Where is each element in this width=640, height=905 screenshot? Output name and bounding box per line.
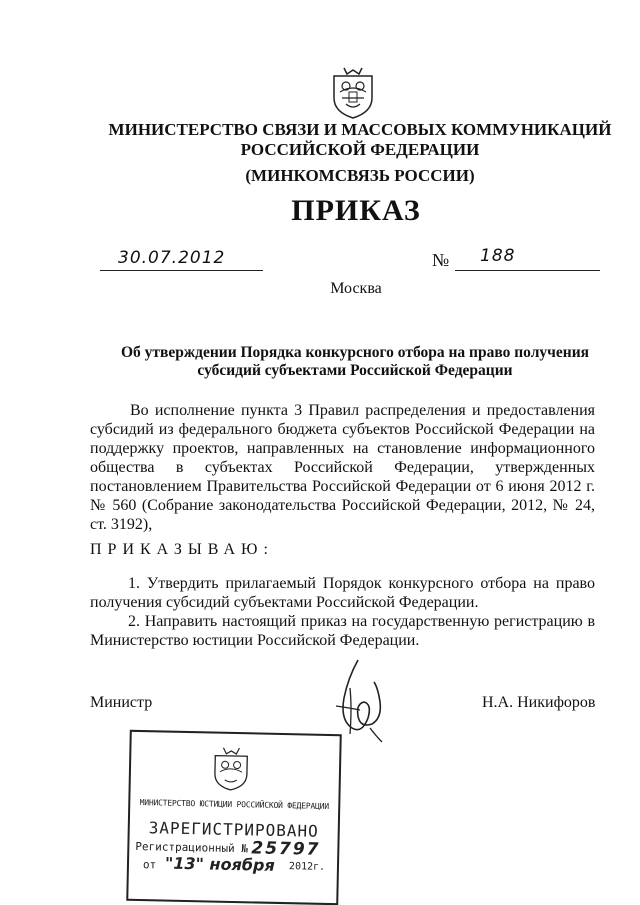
handwritten-signature <box>330 658 390 744</box>
stamp-from-label: от <box>142 858 157 872</box>
ministry-name-line1: МИНИСТЕРСТВО СВЯЗИ И МАССОВЫХ КОММУНИКАЦИЙ <box>108 120 612 139</box>
number-underline <box>455 250 600 271</box>
stamp-year: 2012г. <box>288 861 326 873</box>
stamp-date: "13" ноября <box>164 853 275 875</box>
document-number: 188 <box>480 246 516 266</box>
coat-of-arms-icon <box>330 62 376 120</box>
ministry-name-line2: РОССИЙСКОЙ ФЕДЕРАЦИИ <box>240 140 480 159</box>
stamp-status: ЗАРЕГИСТРИРОВАНО <box>148 818 319 841</box>
stamp-organization: МИНИСТЕРСТВО ЮСТИЦИИ РОССИЙСКОЙ ФЕДЕРАЦИИ <box>139 798 329 811</box>
signatory-position: Министр <box>90 694 153 711</box>
ministry-short-name: (МИНКОМСВЯЗЬ РОССИИ) <box>245 166 475 185</box>
number-label: № <box>432 250 450 270</box>
registration-stamp <box>126 730 342 905</box>
document-subject <box>80 344 630 380</box>
subject-line1: Об утверждении Порядка конкурсного отбора на право получения <box>120 344 590 361</box>
preamble-paragraph: Во исполнение пункта 3 Правил распределения и предоставления субсидий из федерального бюджета субъектов Российской Федерации на поддержку проектов, направленных на становление информационного общества в субъектах Российской Федерации, утвержденных постановлением Правительства Российской Федерации от 6 июня 2012 г. № 560 (Собрание законодательства Российской Федерации, 2012, № 24, ст. 3192), <box>90 402 595 533</box>
signatory-name: Н.А. Никифоров <box>482 694 596 711</box>
document-city: Москва <box>330 280 382 297</box>
document-date: 30.07.2012 <box>118 248 226 268</box>
stamp-number: 25797 <box>251 838 321 860</box>
document-title: ПРИКАЗ <box>291 194 421 227</box>
order-item-1: 1. Утвердить прилагаемый Порядок конкурсного отбора на право получения субсидий субъектами Российской Федерации. <box>90 575 595 611</box>
stamp-emblem-icon <box>211 744 252 793</box>
stamp-number-label: Регистрационный № <box>135 839 249 856</box>
order-word: ПРИКАЗЫВАЮ: <box>90 541 274 558</box>
order-item-2: 2. Направить настоящий приказ на государственную регистрацию в Министерство юстиции Российской Федерации. <box>90 613 595 649</box>
subject-line2: субсидий субъектами Российской Федерации <box>197 362 513 379</box>
